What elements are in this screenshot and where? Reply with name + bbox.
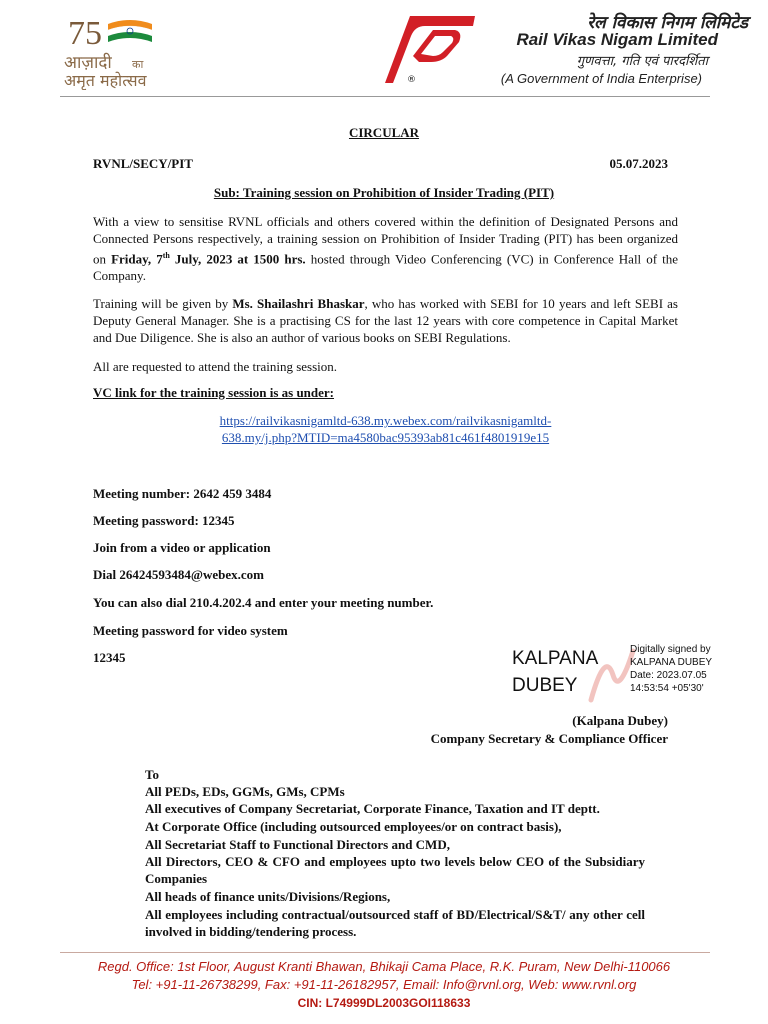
digital-sign-date: Date: 2023.07.05 <box>630 670 707 681</box>
meeting-number: Meeting number: 2642 459 3484 <box>93 486 272 501</box>
circular-date: 05.07.2023 <box>609 156 668 171</box>
tagline-english: (A Government of India Enterprise) <box>500 71 702 86</box>
distribution-item: All employees including contractual/outsourced staff of BD/Electrical/S&T/ any other cell involved in bidding/tendering process. <box>145 907 645 939</box>
webex-link[interactable] <box>93 412 678 446</box>
dial-address: Dial 26424593484@webex.com <box>93 567 264 582</box>
footer-cin: CIN: L74999DL2003GOI118633 <box>297 996 471 1010</box>
distribution-item: All executives of Company Secretariat, Corporate Finance, Taxation and IT deptt. <box>145 801 600 816</box>
flag-icon <box>108 20 152 42</box>
session-day: Friday, 7 <box>111 251 163 267</box>
reference-number: RVNL/SECY/PIT <box>93 156 193 171</box>
paragraph-request: All are requested to attend the training session. <box>93 359 338 374</box>
amrit-mahotsav-word: अमृत महोत्सव <box>64 71 147 90</box>
footer-divider <box>60 952 710 953</box>
digital-signed-by: Digitally signed by <box>630 644 711 655</box>
webex-link-line1[interactable]: https://railvikasnigamltd-638.my.webex.com/railvikasnigamltd- <box>219 413 552 428</box>
trainer-name: Ms. Shailashri Bhaskar <box>232 296 365 311</box>
dial-ip-instruction: You can also dial 210.4.202.4 and enter your meeting number. <box>93 595 434 610</box>
distribution-item: All Directors, CEO & CFO and employees upto two levels below CEO of the Subsidiary Companies <box>145 854 645 886</box>
distribution-item: All Secretariat Staff to Functional Directors and CMD, <box>145 837 450 852</box>
webex-link-line2[interactable]: 638.my/j.php?MTID=ma4580bac95393ab81c461f4801919e15 <box>221 430 550 445</box>
azadi-75-numeral: 75 <box>68 15 102 52</box>
signer-designation: Company Secretary & Compliance Officer <box>430 731 668 746</box>
date-ordinal: th <box>162 251 170 260</box>
paragraph-trainer-text: Training will be given by <box>93 296 233 311</box>
rvnl-logo-mark <box>355 8 475 88</box>
distribution-to: To <box>145 767 159 782</box>
paragraph-trainer <box>93 295 678 346</box>
vc-link-label: VC link for the training session is as under: <box>93 385 335 400</box>
registered-trademark: ® <box>407 75 416 85</box>
join-instruction: Join from a video or application <box>93 540 271 555</box>
footer-contact: Tel: +91-11-26738299, Fax: +91-11-26182957, Email: Info@rvnl.org, Web: www.rvnl.org <box>131 977 637 992</box>
footer-address: Regd. Office: 1st Floor, August Kranti Bhawan, Bhikaji Cama Place, R.K. Puram, New Delhi-110066 <box>97 959 671 974</box>
distribution-item: At Corporate Office (including outsourced employees/or on contract basis), <box>145 819 562 834</box>
session-date-time: July, 2023 at 1500 hrs. <box>169 251 306 267</box>
paragraph-trainer-tail: , who has worked with SEBI for 10 years and left SEBI as Deputy General Manager. She is a practising CS for the last 12 years with core competence in Capital Market and Due Diligence. She is also an author of various books on SEBI Regulations. <box>93 296 678 345</box>
signature-name <box>512 645 598 699</box>
azadi-word: आज़ादी <box>64 53 112 73</box>
digital-signature-details <box>630 643 712 695</box>
header-divider <box>60 96 710 97</box>
digital-sign-time: 14:53:54 +05'30' <box>630 683 704 694</box>
org-name-english: Rail Vikas Nigam Limited <box>516 30 718 49</box>
tagline-hindi: गुणवत्ता, गति एवं पारदर्शिता <box>576 54 708 69</box>
paragraph-intro-text: With a view to sensitise RVNL officials and others covered within the definition of Designated Persons and Connected Persons respectively, a training session on Prohibition of Insider Trading (PIT) has been organized on <box>93 214 678 267</box>
meeting-password: Meeting password: 12345 <box>93 513 235 528</box>
azadi-ka-amrit-mahotsav-logo <box>60 10 190 90</box>
distribution-item: All heads of finance units/Divisions/Regions, <box>145 889 391 904</box>
circular-title: CIRCULAR <box>348 125 420 140</box>
video-password-label: Meeting password for video system <box>93 623 288 638</box>
paragraph-intro-tail: hosted through Video Conferencing (VC) in Conference Hall of the Company. <box>93 251 679 284</box>
signature-name-line2: DUBEY <box>512 675 578 696</box>
distribution-item: All PEDs, EDs, GGMs, GMs, CPMs <box>145 784 345 799</box>
signer-name: (Kalpana Dubey) <box>572 713 668 728</box>
paragraph-intro <box>93 213 678 284</box>
signature-name-line1: KALPANA <box>512 648 599 669</box>
video-password: 12345 <box>93 650 126 665</box>
digital-signer-name: KALPANA DUBEY <box>630 657 713 668</box>
subject-line: Sub: Training session on Prohibition of Insider Trading (PIT) <box>213 185 555 200</box>
azadi-ka-word: का <box>132 58 144 71</box>
org-name-hindi: रेल विकास निगम लिमिटेड <box>587 13 748 33</box>
